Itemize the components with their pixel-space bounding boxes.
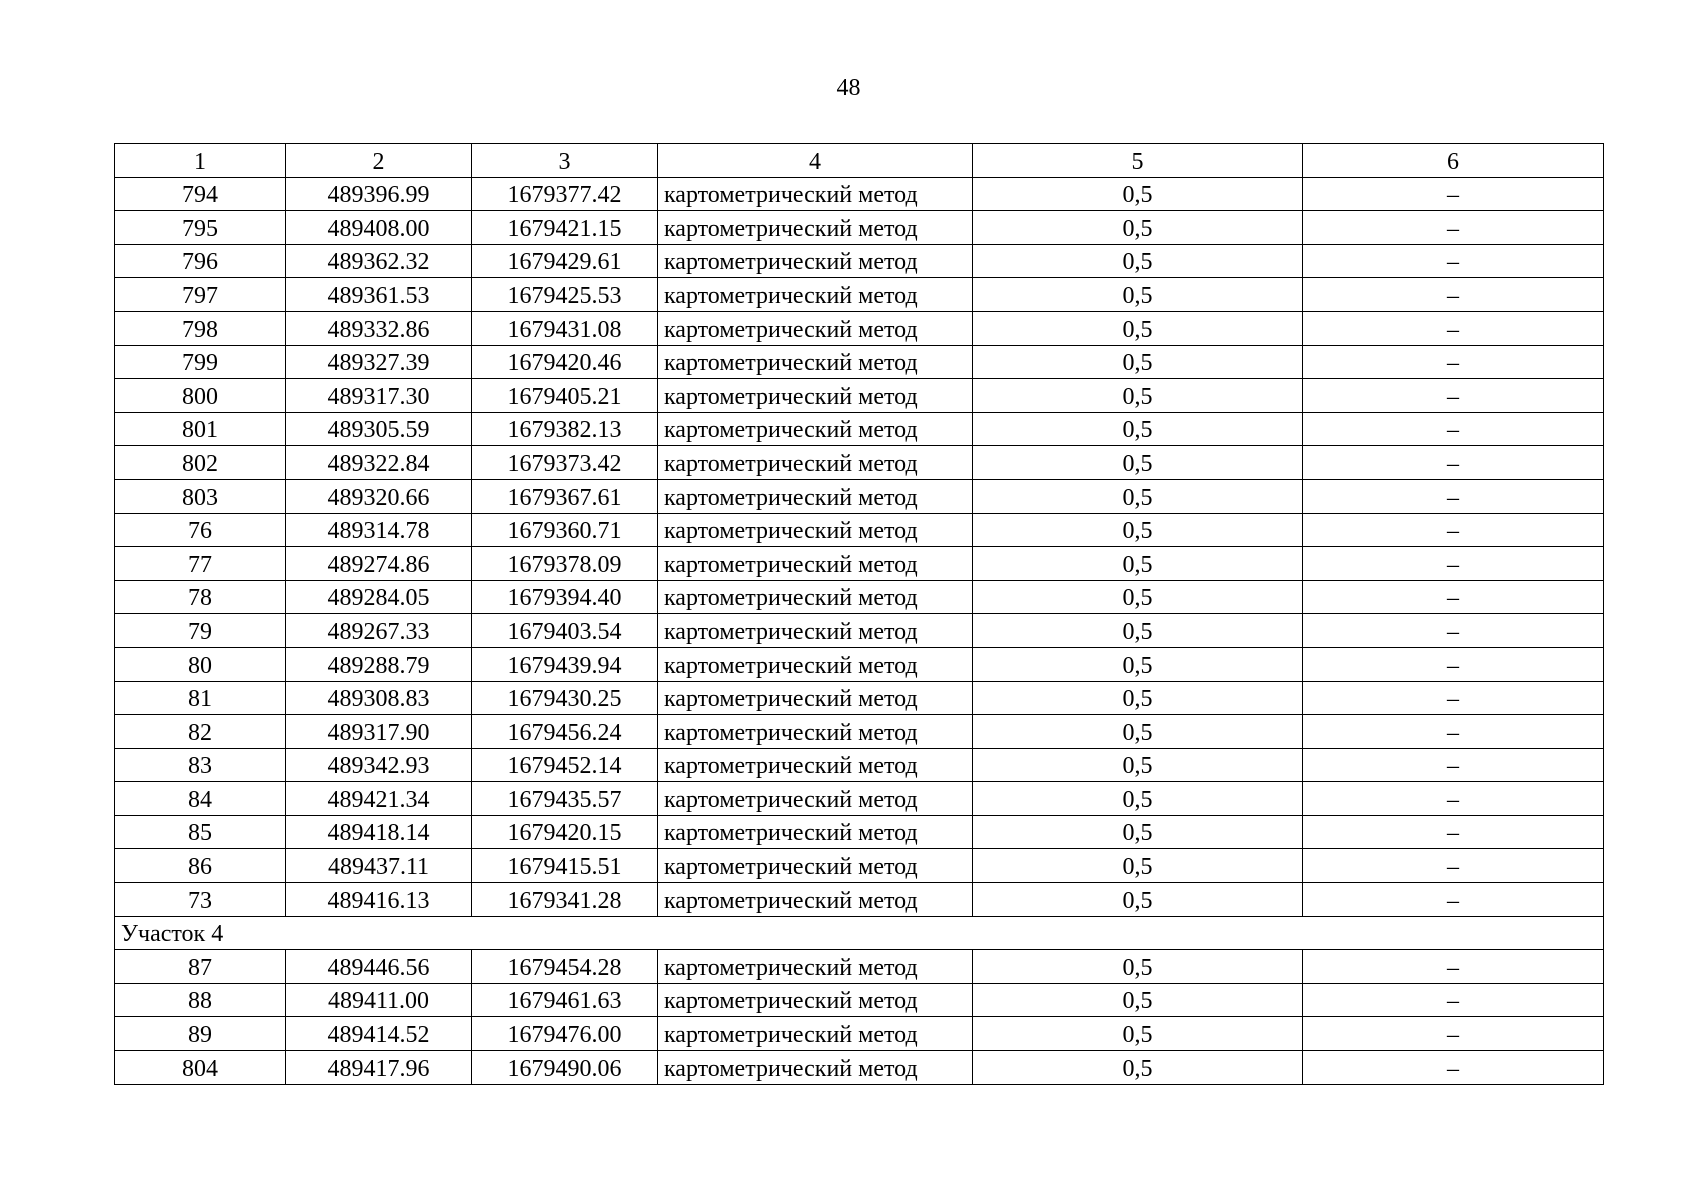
table-row — [115, 950, 1604, 984]
x-coordinate-cell: 489317.90 — [286, 715, 472, 749]
point-number-cell: 79 — [115, 614, 286, 648]
accuracy-cell: 0,5 — [973, 983, 1303, 1017]
table-row — [115, 681, 1604, 715]
x-coordinate-cell: 489267.33 — [286, 614, 472, 648]
method-cell: картометрический метод — [658, 983, 973, 1017]
x-coordinate-cell: 489284.05 — [286, 580, 472, 614]
accuracy-cell: 0,5 — [973, 580, 1303, 614]
note-cell: – — [1303, 580, 1604, 614]
method-cell: картометрический метод — [658, 748, 973, 782]
table-row — [115, 547, 1604, 581]
accuracy-cell: 0,5 — [973, 177, 1303, 211]
method-cell: картометрический метод — [658, 311, 973, 345]
y-coordinate-cell: 1679382.13 — [472, 412, 658, 446]
point-number-cell: 84 — [115, 782, 286, 816]
accuracy-cell: 0,5 — [973, 513, 1303, 547]
accuracy-cell: 0,5 — [973, 715, 1303, 749]
method-cell: картометрический метод — [658, 950, 973, 984]
x-coordinate-cell: 489437.11 — [286, 849, 472, 883]
section-row — [115, 916, 1604, 950]
x-coordinate-cell: 489362.32 — [286, 244, 472, 278]
table-row — [115, 1017, 1604, 1051]
y-coordinate-cell: 1679430.25 — [472, 681, 658, 715]
point-number-cell: 73 — [115, 883, 286, 917]
note-cell: – — [1303, 244, 1604, 278]
point-number-cell: 80 — [115, 647, 286, 681]
table-row — [115, 883, 1604, 917]
x-coordinate-cell: 489327.39 — [286, 345, 472, 379]
x-coordinate-cell: 489274.86 — [286, 547, 472, 581]
method-cell: картометрический метод — [658, 782, 973, 816]
note-cell: – — [1303, 883, 1604, 917]
note-cell: – — [1303, 412, 1604, 446]
method-cell: картометрический метод — [658, 614, 973, 648]
method-cell: картометрический метод — [658, 547, 973, 581]
accuracy-cell: 0,5 — [973, 547, 1303, 581]
y-coordinate-cell: 1679429.61 — [472, 244, 658, 278]
x-coordinate-cell: 489322.84 — [286, 446, 472, 480]
note-cell: – — [1303, 278, 1604, 312]
table-header-row — [115, 144, 1604, 178]
accuracy-cell: 0,5 — [973, 1051, 1303, 1085]
x-coordinate-cell: 489418.14 — [286, 815, 472, 849]
point-number-cell: 794 — [115, 177, 286, 211]
table-row — [115, 278, 1604, 312]
x-coordinate-cell: 489361.53 — [286, 278, 472, 312]
accuracy-cell: 0,5 — [973, 950, 1303, 984]
note-cell: – — [1303, 345, 1604, 379]
header-cell: 2 — [286, 144, 472, 178]
point-number-cell: 797 — [115, 278, 286, 312]
table-row — [115, 244, 1604, 278]
method-cell: картометрический метод — [658, 1051, 973, 1085]
table-row — [115, 782, 1604, 816]
y-coordinate-cell: 1679425.53 — [472, 278, 658, 312]
point-number-cell: 803 — [115, 479, 286, 513]
note-cell: – — [1303, 1051, 1604, 1085]
header-cell: 1 — [115, 144, 286, 178]
accuracy-cell: 0,5 — [973, 681, 1303, 715]
point-number-cell: 87 — [115, 950, 286, 984]
x-coordinate-cell: 489332.86 — [286, 311, 472, 345]
note-cell: – — [1303, 311, 1604, 345]
y-coordinate-cell: 1679373.42 — [472, 446, 658, 480]
y-coordinate-cell: 1679360.71 — [472, 513, 658, 547]
x-coordinate-cell: 489288.79 — [286, 647, 472, 681]
header-cell: 5 — [973, 144, 1303, 178]
accuracy-cell: 0,5 — [973, 849, 1303, 883]
y-coordinate-cell: 1679341.28 — [472, 883, 658, 917]
accuracy-cell: 0,5 — [973, 311, 1303, 345]
note-cell: – — [1303, 479, 1604, 513]
note-cell: – — [1303, 815, 1604, 849]
method-cell: картометрический метод — [658, 580, 973, 614]
accuracy-cell: 0,5 — [973, 278, 1303, 312]
method-cell: картометрический метод — [658, 815, 973, 849]
method-cell: картометрический метод — [658, 379, 973, 413]
table-row — [115, 715, 1604, 749]
accuracy-cell: 0,5 — [973, 782, 1303, 816]
section-title: Участок 4 — [115, 916, 1604, 950]
table-row — [115, 849, 1604, 883]
point-number-cell: 798 — [115, 311, 286, 345]
point-number-cell: 85 — [115, 815, 286, 849]
note-cell: – — [1303, 177, 1604, 211]
table-row — [115, 412, 1604, 446]
x-coordinate-cell: 489421.34 — [286, 782, 472, 816]
method-cell: картометрический метод — [658, 244, 973, 278]
y-coordinate-cell: 1679403.54 — [472, 614, 658, 648]
note-cell: – — [1303, 983, 1604, 1017]
point-number-cell: 799 — [115, 345, 286, 379]
method-cell: картометрический метод — [658, 177, 973, 211]
point-number-cell: 88 — [115, 983, 286, 1017]
y-coordinate-cell: 1679452.14 — [472, 748, 658, 782]
y-coordinate-cell: 1679456.24 — [472, 715, 658, 749]
table-row — [115, 177, 1604, 211]
point-number-cell: 77 — [115, 547, 286, 581]
table-row — [115, 479, 1604, 513]
table-row — [115, 379, 1604, 413]
point-number-cell: 800 — [115, 379, 286, 413]
method-cell: картометрический метод — [658, 278, 973, 312]
method-cell: картометрический метод — [658, 211, 973, 245]
accuracy-cell: 0,5 — [973, 345, 1303, 379]
method-cell: картометрический метод — [658, 715, 973, 749]
note-cell: – — [1303, 547, 1604, 581]
table-row — [115, 815, 1604, 849]
accuracy-cell: 0,5 — [973, 614, 1303, 648]
x-coordinate-cell: 489416.13 — [286, 883, 472, 917]
method-cell: картометрический метод — [658, 1017, 973, 1051]
note-cell: – — [1303, 446, 1604, 480]
note-cell: – — [1303, 1017, 1604, 1051]
point-number-cell: 86 — [115, 849, 286, 883]
method-cell: картометрический метод — [658, 345, 973, 379]
x-coordinate-cell: 489417.96 — [286, 1051, 472, 1085]
accuracy-cell: 0,5 — [973, 412, 1303, 446]
x-coordinate-cell: 489408.00 — [286, 211, 472, 245]
x-coordinate-cell: 489320.66 — [286, 479, 472, 513]
y-coordinate-cell: 1679454.28 — [472, 950, 658, 984]
note-cell: – — [1303, 647, 1604, 681]
note-cell: – — [1303, 748, 1604, 782]
point-number-cell: 796 — [115, 244, 286, 278]
method-cell: картометрический метод — [658, 849, 973, 883]
y-coordinate-cell: 1679378.09 — [472, 547, 658, 581]
y-coordinate-cell: 1679377.42 — [472, 177, 658, 211]
table-body — [115, 144, 1604, 1085]
method-cell: картометрический метод — [658, 681, 973, 715]
note-cell: – — [1303, 614, 1604, 648]
page-number: 48 — [836, 75, 861, 101]
table-row — [115, 211, 1604, 245]
table-row — [115, 513, 1604, 547]
accuracy-cell: 0,5 — [973, 379, 1303, 413]
table-row — [115, 748, 1604, 782]
accuracy-cell: 0,5 — [973, 647, 1303, 681]
accuracy-cell: 0,5 — [973, 748, 1303, 782]
point-number-cell: 795 — [115, 211, 286, 245]
method-cell: картометрический метод — [658, 446, 973, 480]
method-cell: картометрический метод — [658, 412, 973, 446]
accuracy-cell: 0,5 — [973, 446, 1303, 480]
table-row — [115, 311, 1604, 345]
point-number-cell: 83 — [115, 748, 286, 782]
y-coordinate-cell: 1679490.06 — [472, 1051, 658, 1085]
x-coordinate-cell: 489342.93 — [286, 748, 472, 782]
x-coordinate-cell: 489314.78 — [286, 513, 472, 547]
note-cell: – — [1303, 782, 1604, 816]
point-number-cell: 801 — [115, 412, 286, 446]
note-cell: – — [1303, 950, 1604, 984]
point-number-cell: 81 — [115, 681, 286, 715]
y-coordinate-cell: 1679476.00 — [472, 1017, 658, 1051]
y-coordinate-cell: 1679435.57 — [472, 782, 658, 816]
point-number-cell: 82 — [115, 715, 286, 749]
x-coordinate-cell: 489396.99 — [286, 177, 472, 211]
y-coordinate-cell: 1679394.40 — [472, 580, 658, 614]
y-coordinate-cell: 1679421.15 — [472, 211, 658, 245]
table-row — [115, 647, 1604, 681]
accuracy-cell: 0,5 — [973, 815, 1303, 849]
point-number-cell: 78 — [115, 580, 286, 614]
accuracy-cell: 0,5 — [973, 244, 1303, 278]
point-number-cell: 89 — [115, 1017, 286, 1051]
coordinates-table — [114, 143, 1604, 1085]
header-cell: 6 — [1303, 144, 1604, 178]
x-coordinate-cell: 489414.52 — [286, 1017, 472, 1051]
accuracy-cell: 0,5 — [973, 211, 1303, 245]
method-cell: картометрический метод — [658, 883, 973, 917]
y-coordinate-cell: 1679415.51 — [472, 849, 658, 883]
x-coordinate-cell: 489305.59 — [286, 412, 472, 446]
method-cell: картометрический метод — [658, 647, 973, 681]
table-row — [115, 446, 1604, 480]
y-coordinate-cell: 1679461.63 — [472, 983, 658, 1017]
point-number-cell: 802 — [115, 446, 286, 480]
x-coordinate-cell: 489308.83 — [286, 681, 472, 715]
note-cell: – — [1303, 681, 1604, 715]
method-cell: картометрический метод — [658, 513, 973, 547]
x-coordinate-cell: 489411.00 — [286, 983, 472, 1017]
note-cell: – — [1303, 715, 1604, 749]
point-number-cell: 76 — [115, 513, 286, 547]
table-row — [115, 580, 1604, 614]
y-coordinate-cell: 1679420.46 — [472, 345, 658, 379]
y-coordinate-cell: 1679405.21 — [472, 379, 658, 413]
accuracy-cell: 0,5 — [973, 479, 1303, 513]
x-coordinate-cell: 489446.56 — [286, 950, 472, 984]
header-cell: 3 — [472, 144, 658, 178]
table-row — [115, 345, 1604, 379]
y-coordinate-cell: 1679431.08 — [472, 311, 658, 345]
note-cell: – — [1303, 513, 1604, 547]
x-coordinate-cell: 489317.30 — [286, 379, 472, 413]
y-coordinate-cell: 1679420.15 — [472, 815, 658, 849]
note-cell: – — [1303, 211, 1604, 245]
note-cell: – — [1303, 849, 1604, 883]
table-row — [115, 614, 1604, 648]
table-row — [115, 1051, 1604, 1085]
accuracy-cell: 0,5 — [973, 1017, 1303, 1051]
y-coordinate-cell: 1679367.61 — [472, 479, 658, 513]
method-cell: картометрический метод — [658, 479, 973, 513]
note-cell: – — [1303, 379, 1604, 413]
point-number-cell: 804 — [115, 1051, 286, 1085]
header-cell: 4 — [658, 144, 973, 178]
y-coordinate-cell: 1679439.94 — [472, 647, 658, 681]
accuracy-cell: 0,5 — [973, 883, 1303, 917]
table-row — [115, 983, 1604, 1017]
